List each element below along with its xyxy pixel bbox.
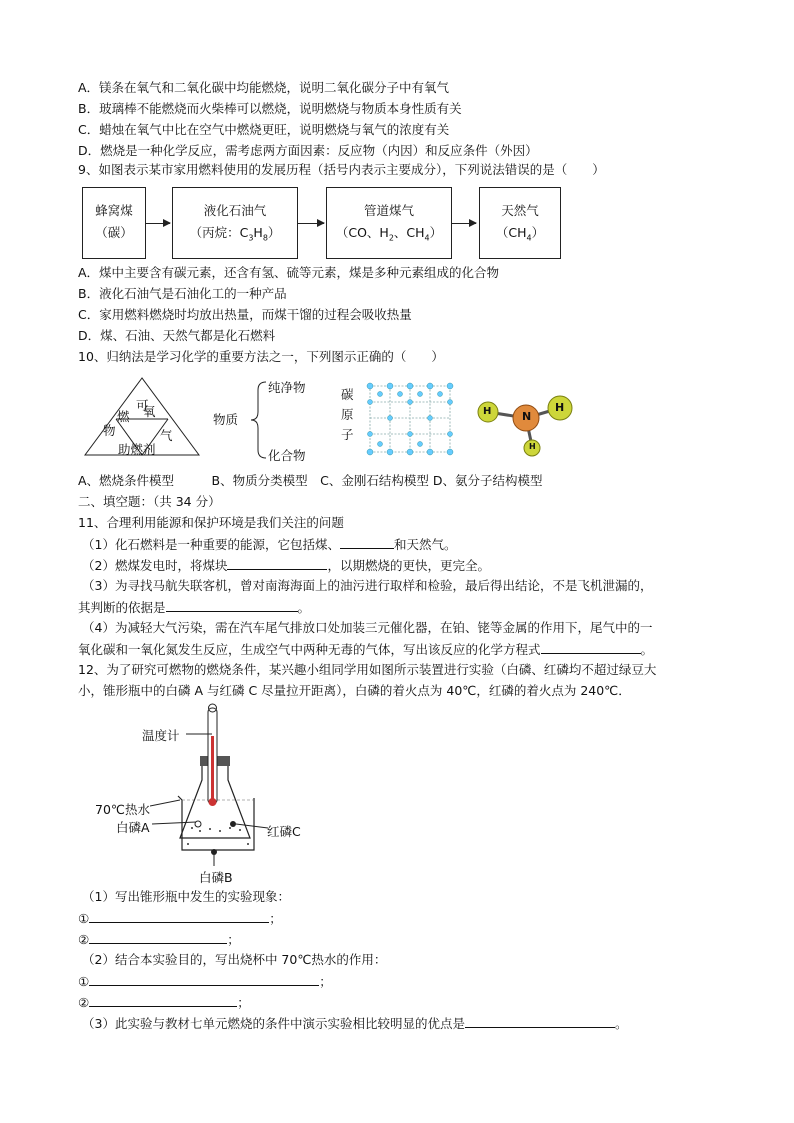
q9-option-d: D．煤、石油、天然气都是化石燃料 — [78, 328, 276, 343]
q11-part3-line2: 其判断的依据是 。 — [78, 600, 311, 615]
fuel-name: 液化石油气 — [203, 203, 267, 218]
fuel-box-natural-gas — [479, 187, 561, 259]
atom-n-label: N — [522, 410, 532, 423]
q10-stem: 10、归纳法是学习化学的重要方法之一，下列图示正确的（ ） — [78, 349, 444, 364]
fuel-composition: $(CH_4)$ — [495, 225, 545, 243]
answer-blank[interactable] — [89, 973, 319, 986]
triangle-text: 物 — [103, 423, 116, 438]
leader-line — [212, 852, 216, 866]
q11-part2: （2）燃煤发电时，将煤块 ，以期燃烧的更快，更完全。 — [82, 558, 490, 573]
section-2-title: 二、填空题：（共 34 分） — [78, 494, 221, 509]
fuel-name: 天然气 — [501, 203, 539, 218]
label-thermometer: 温度计 — [142, 728, 180, 743]
triangle-bottom-label: 助燃剂 — [118, 442, 156, 457]
arrow-icon — [452, 223, 476, 224]
q10-options: A、燃烧条件模型 B、物质分类模型 C、金刚石结构模型 D、氨分子结构模型 — [78, 473, 543, 488]
answer-blank[interactable] — [541, 641, 641, 654]
arrow-icon — [146, 223, 170, 224]
q9-option-c: C．家用燃料燃烧时均放出热量，而煤干馏的过程会吸收热量 — [78, 307, 412, 322]
q12-part2-answer1: ① ； — [78, 974, 332, 989]
q12-part2-answer2: ② ； — [78, 995, 250, 1010]
q8-option-d: D．燃烧是一种化学反应，需考虑两方面因素：反应物（内因）和反应条件（外因） — [78, 143, 538, 158]
classify-root: 物质 — [213, 412, 239, 427]
q11-part1: （1）化石燃料是一种重要的能源，它包括煤、 和天然气。 — [82, 537, 457, 552]
answer-blank[interactable] — [89, 910, 269, 923]
leader-line — [186, 728, 212, 740]
fuel-name: 蜂窝煤 — [95, 203, 133, 218]
brace-icon — [248, 380, 270, 460]
fuel-composition: （丙烷：$C_3H_8$） — [189, 225, 281, 243]
apparatus-diagram — [170, 700, 270, 866]
arrow-icon — [298, 223, 324, 224]
answer-blank[interactable] — [465, 1015, 615, 1028]
fuel-box-coal — [82, 187, 146, 259]
q11-part4-line2: 氧化碳和一氧化氮发生反应，生成空气中两种无毒的气体，写出该反应的化学方程式 。 — [78, 642, 654, 657]
fuel-composition: （CO、$H_2$、$CH_4$） — [335, 225, 443, 243]
atom-h-label: H — [555, 401, 565, 414]
triangle-text: 可 — [136, 398, 149, 413]
leader-line — [236, 822, 268, 832]
q12-stem-line1: 12、为了研究可燃物的燃烧条件，某兴趣小组同学用如图所示装置进行实验（白磷、红磷均不超过绿豆大 — [78, 662, 657, 677]
q9-option-a: A．煤中主要含有碳元素，还含有氢、硫等元素，煤是多种元素组成的化合物 — [78, 265, 500, 280]
answer-blank[interactable] — [166, 599, 298, 612]
q12-part3: （3）此实验与教材七单元燃烧的条件中演示实验相比较明显的优点是 。 — [82, 1016, 628, 1031]
classify-bottom: 化合物 — [268, 448, 306, 463]
triangle-text: 气 — [160, 428, 173, 443]
q12-part2: （2）结合本实验目的，写出烧杯中 70℃热水的作用： — [82, 952, 387, 967]
answer-blank[interactable] — [89, 931, 227, 944]
q8-option-c: C．蜡烛在氧气中比在空气中燃烧更旺，说明燃烧与氧气的浓度有关 — [78, 122, 450, 137]
fuel-composition: （碳） — [95, 225, 133, 240]
fuel-name: 管道煤气 — [363, 203, 414, 218]
fuel-box-lpg — [172, 187, 298, 259]
leader-line — [152, 818, 196, 828]
q11-stem: 11、合理利用能源和保护环境是我们关注的问题 — [78, 515, 344, 530]
q11-part3-line1: （3）为寻找马航失联客机，曾对南海海面上的油污进行取样和检验，最后得出结论，不是飞机泄漏的， — [82, 578, 653, 593]
q12-part1-answer2: ② ； — [78, 932, 240, 947]
triangle-text: 氧 — [143, 404, 156, 419]
q12-part1: （1）写出锥形瓶中发生的实验现象： — [82, 889, 290, 904]
carbon-label: 原 — [341, 407, 354, 422]
carbon-label: 碳 — [341, 387, 354, 402]
fuel-box-coal-gas — [326, 187, 452, 259]
q9-option-b: B．液化石油气是石油化工的一种产品 — [78, 286, 287, 301]
classify-top: 纯净物 — [268, 380, 306, 395]
ammonia-molecule-diagram — [472, 388, 582, 460]
atom-h-label: H — [483, 406, 492, 417]
label-hot-water: 70℃热水 — [95, 802, 150, 817]
atom-h-label: H — [529, 442, 536, 451]
triangle-text: 燃 — [117, 409, 130, 424]
q12-part1-answer1: ① ； — [78, 911, 282, 926]
label-white-phosphorus-b: 白磷B — [199, 870, 233, 885]
q11-part4-line1: （4）为减轻大气污染，需在汽车尾气排放口处加装三元催化器，在铂、铑等金属的作用下，尾气中的一 — [82, 620, 653, 635]
answer-blank[interactable] — [89, 994, 237, 1007]
q9-stem: 9、如图表示某市家用燃料使用的发展历程（括号内表示主要成分），下列说法错误的是（ ） — [78, 162, 605, 177]
label-white-phosphorus-a: 白磷A — [116, 820, 150, 835]
label-red-phosphorus-c: 红磷C — [267, 824, 301, 839]
diamond-structure-diagram — [362, 380, 458, 458]
q8-option-b: B．玻璃棒不能燃烧而火柴棒可以燃烧，说明燃烧与物质本身性质有关 — [78, 101, 462, 116]
answer-blank[interactable] — [340, 536, 394, 549]
q8-option-a: A．镁条在氧气和二氧化碳中均能燃烧，说明二氧化碳分子中有氧气 — [78, 80, 450, 95]
q12-stem-line2: 小，锥形瓶中的白磷 A 与红磷 C 尽量拉开距离），白磷的着火点为 40℃，红磷的着火点为 240℃． — [78, 683, 631, 698]
carbon-label: 子 — [341, 427, 354, 442]
leader-line — [150, 798, 180, 808]
answer-blank[interactable] — [227, 557, 327, 570]
